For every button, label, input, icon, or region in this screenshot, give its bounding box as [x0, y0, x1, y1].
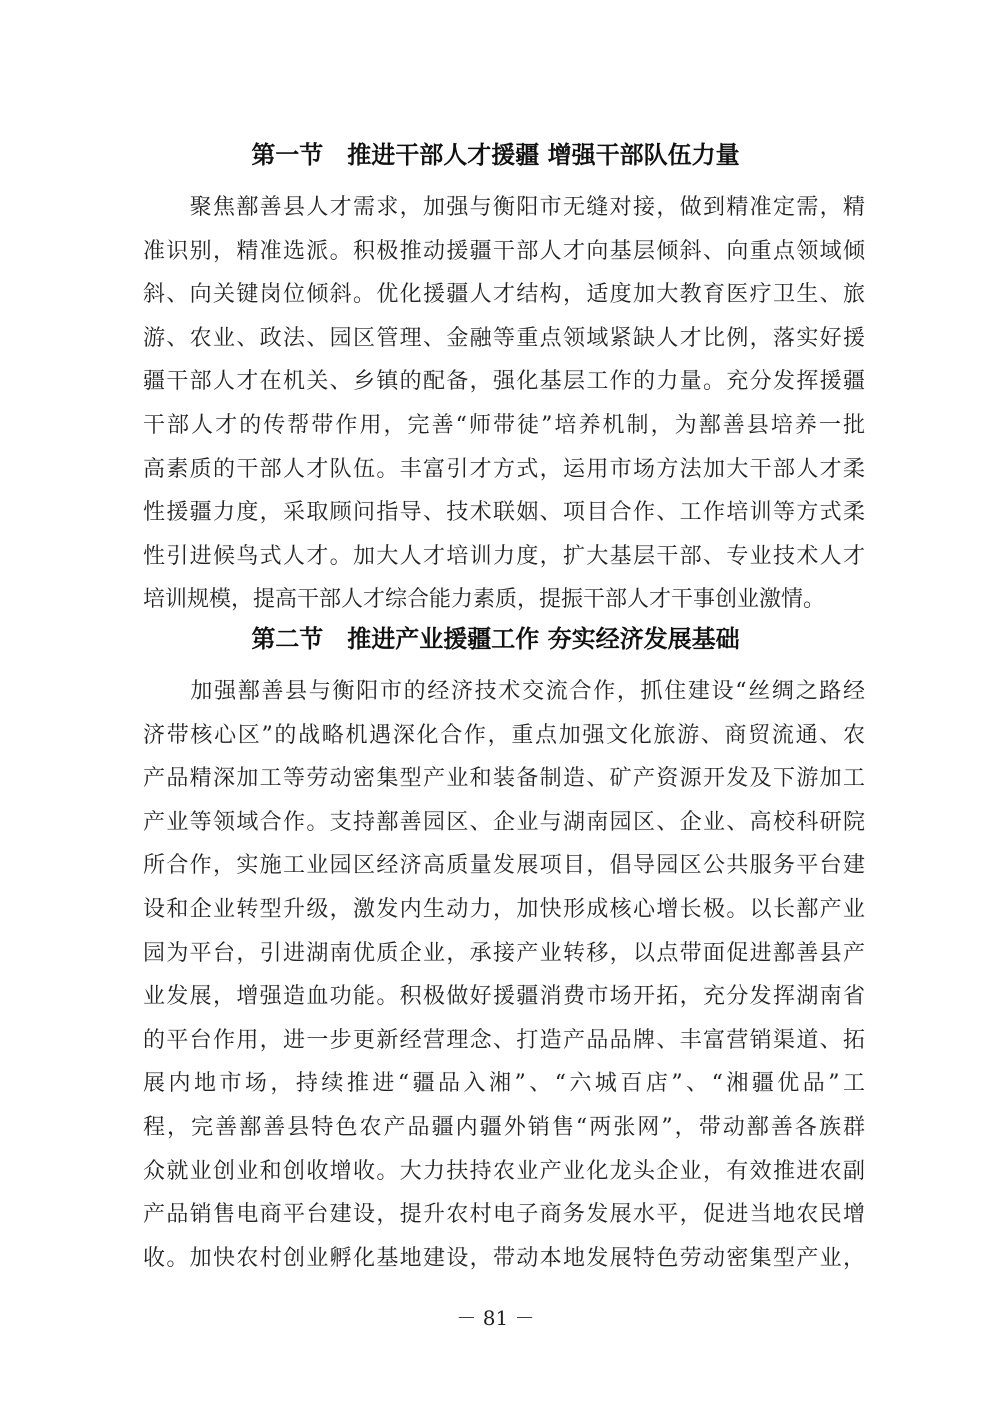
paragraph-line: 产品销售电商平台建设，提升农村电子商务发展水平，促进当地农民增: [143, 1202, 865, 1228]
page-number: － 81 －: [456, 1306, 535, 1330]
paragraph-line: 产品精深加工等劳动密集型产业和装备制造、矿产资源开发及下游加工: [143, 766, 865, 792]
paragraph-line: 游、农业、政法、园区管理、金融等重点领域紧缺人才比例，落实好援: [143, 325, 865, 351]
paragraph-line: 设和企业转型升级，激发内生动力，加快形成核心增长极。以长鄯产业: [143, 896, 865, 922]
section-1-paragraph: [143, 186, 865, 622]
paragraph-line: 众就业创业和创收增收。大力扶持农业产业化龙头企业，有效推进农副: [143, 1158, 865, 1184]
paragraph-line: 所合作，实施工业园区经济高质量发展项目，倡导园区公共服务平台建: [143, 853, 865, 879]
paragraph-line: 聚焦鄯善县人才需求，加强与衡阳市无缝对接，做到精准定需，精: [143, 195, 865, 220]
paragraph-line: 疆干部人才在机关、乡镇的配备，强化基层工作的力量。充分发挥援疆: [143, 369, 865, 395]
paragraph-line: 济带核心区”的战略机遇深化合作，重点加强文化旅游、商贸流通、农: [143, 722, 865, 748]
paragraph-line: 性援疆力度，采取顾问指导、技术联姻、项目合作、工作培训等方式柔: [143, 500, 865, 526]
section-2-paragraph: [143, 670, 865, 1280]
paragraph-line: 加强鄯善县与衡阳市的经济技术交流合作，抓住建设“丝绸之路经: [143, 679, 865, 704]
paragraph-line: 园为平台，引进湖南优质企业，承接产业转移，以点带面促进鄯善县产: [143, 940, 865, 966]
section-heading-1: 第一节 推进干部人才援疆 增强干部队伍力量: [251, 141, 740, 169]
paragraph-line: 程，完善鄯善县特色农产品疆内疆外销售“两张网”，带动鄯善各族群: [143, 1114, 865, 1140]
paragraph-line: 产业等领域合作。支持鄯善园区、企业与湖南园区、企业、高校科研院: [143, 809, 865, 835]
paragraph-line: 业发展，增强造血功能。积极做好援疆消费市场开拓，充分发挥湖南省: [143, 984, 865, 1010]
paragraph-line: 高素质的干部人才队伍。丰富引才方式，运用市场方法加大干部人才柔: [143, 456, 865, 482]
section-heading-2: 第二节 推进产业援疆工作 夯实经济发展基础: [251, 625, 740, 653]
paragraph-line: 展内地市场，持续推进“疆品入湘”、“六城百店”、“湘疆优品”工: [143, 1071, 865, 1097]
paragraph-line: 性引进候鸟式人才。加大人才培训力度，扩大基层干部、专业技术人才: [143, 543, 865, 569]
paragraph-line: 准识别，精准选派。积极推动援疆干部人才向基层倾斜、向重点领域倾: [143, 238, 865, 264]
paragraph-line: 干部人才的传帮带作用，完善“师带徒”培养机制，为鄯善县培养一批: [143, 412, 865, 438]
paragraph-line: 培训规模，提高干部人才综合能力素质，提振干部人才干事创业激情。: [143, 587, 826, 613]
paragraph-line: 斜、向关键岗位倾斜。优化援疆人才结构，适度加大教育医疗卫生、旅: [143, 282, 865, 308]
paragraph-line: 收。加快农村创业孵化基地建设，带动本地发展特色劳动密集型产业，: [143, 1245, 865, 1271]
paragraph-line: 的平台作用，进一步更新经营理念、打造产品品牌、丰富营销渠道、拓: [143, 1027, 865, 1053]
